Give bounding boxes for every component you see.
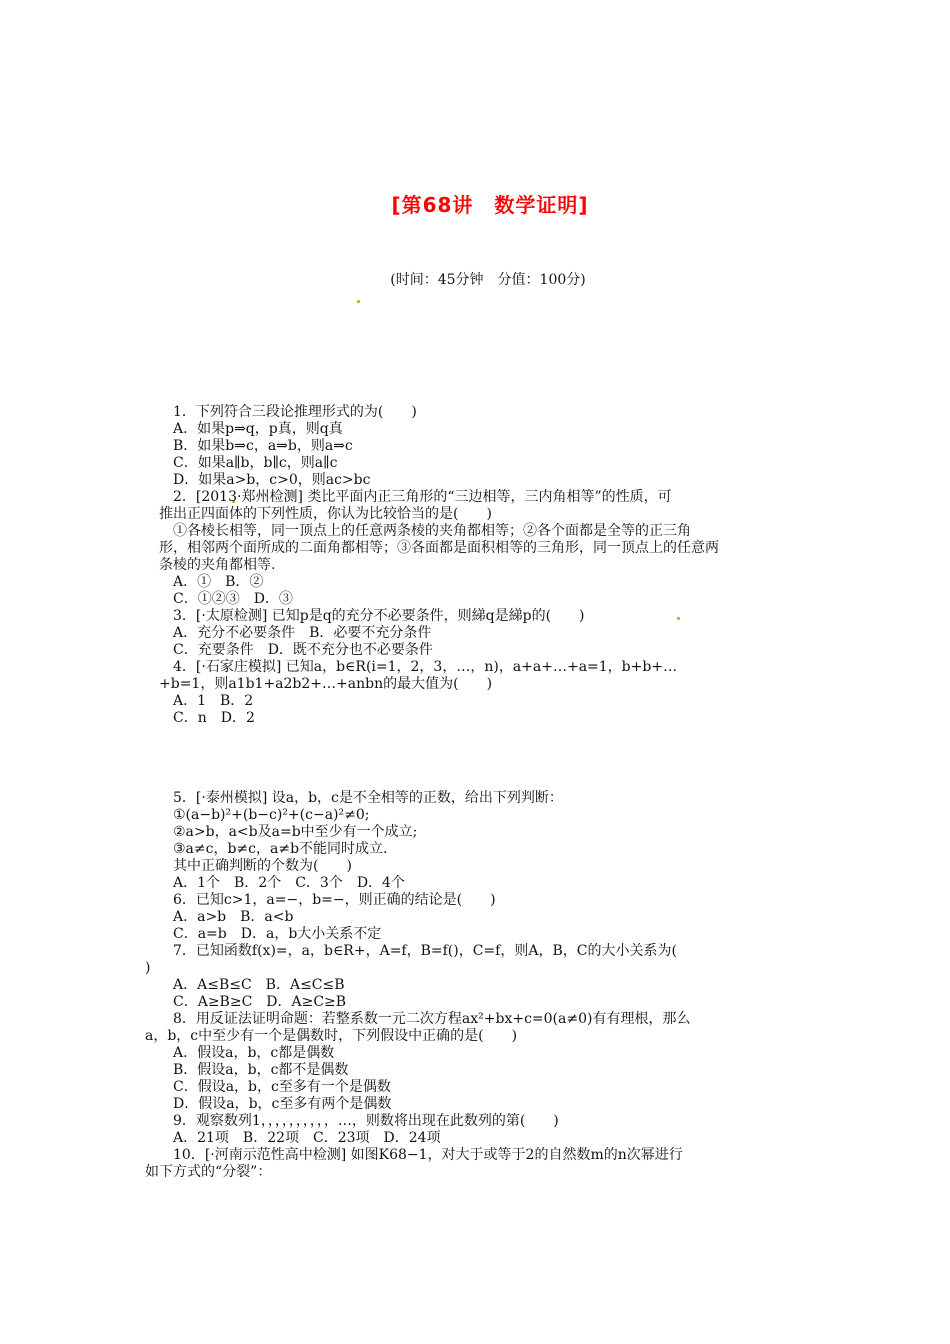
exam-meta: (时间：45分钟 分值：100分) [390,272,586,288]
statement-line: ③a≠c，b≠c，a≠b不能同时成立. [173,841,388,857]
page-title: [第68讲 数学证明] [391,193,589,217]
option-line: D．如果a>b，c>0，则ac>bc [173,472,371,488]
option-line: A．A≤B≤C B．A≤C≤B [173,977,345,993]
option-line: A．充分不必要条件 B．必要不充分条件 [173,625,432,641]
statement-line: ②a>b，a<b及a=b中至少有一个成立; [173,824,418,840]
option-line: A．21项 B．22项 C．23项 D．24项 [173,1130,441,1146]
question-line: 3．[·太原检测] 已知p是q的充分不必要条件，则綈q是綈p的( ) [173,608,585,624]
statement-line: 条棱的夹角都相等. [159,557,276,573]
option-line: A．假设a，b，c都是偶数 [173,1045,335,1061]
question-line: 7．已知函数f(x)=，a，b∈R+，A=f，B=f()，C=f，则A，B，C的大小关系为( [173,943,677,959]
question-line: a，b，c中至少有一个是偶数时，下列假设中正确的是( ) [145,1028,518,1044]
option-line: A．1个 B．2个 C．3个 D．4个 [173,875,405,891]
question-line: 2．[2013·郑州检测] 类比平面内正三角形的“三边相等，三内角相等”的性质，可 [173,489,672,505]
option-line: B．假设a，b，c都不是偶数 [173,1062,349,1078]
option-line: C．A≥B≥C D．A≥C≥B [173,994,347,1010]
option-line: C．充要条件 D．既不充分也不必要条件 [173,642,433,658]
question-line: 4．[·石家庄模拟] 已知a，b∈R(i=1，2，3，…，n)，a+a+…+a=1，b+b+… [173,659,678,675]
option-line: C．a=b D．a，b大小关系不定 [173,926,382,942]
question-block-2 [145,790,813,1181]
statement-line: ①(a−b)²+(b−c)²+(c−a)²≠0; [173,807,370,823]
decorative-dot [357,300,360,303]
question-line: 6．已知c>1，a=−，b=−，则正确的结论是( ) [173,892,496,908]
question-line: 9．观察数列1，，，，，，，，，，…，则数将出现在此数列的第( ) [173,1113,559,1129]
option-line: A．① B．② [173,574,264,590]
question-line: +b=1，则a1b1+a2b2+…+anbn的最大值为( ) [159,676,493,692]
question-block-1 [159,404,813,727]
option-line: A．a>b B．a<b [173,909,294,925]
option-line: C．①②③ D．③ [173,591,293,607]
question-line: 1．下列符合三段论推理形式的为( ) [173,404,417,420]
statement-line: 形，相邻两个面所成的二面角都相等；③各面都是面积相等的三角形，同一顶点上的任意两 [159,540,719,556]
question-line: 其中正确判断的个数为( ) [173,858,352,874]
question-line: 5．[·泰州模拟] 设a，b，c是不全相等的正数，给出下列判断： [173,790,563,806]
question-line: ) [145,960,151,976]
question-line: 8．用反证法证明命题：若整系数一元二次方程ax²+bx+c=0(a≠0)有有理根，那么 [173,1011,691,1027]
option-line: B．如果b⇒c，a⇒b，则a⇒c [173,438,353,454]
question-line: 如下方式的“分裂”： [145,1164,272,1180]
option-line: C．假设a，b，c至多有一个是偶数 [173,1079,391,1095]
option-line: A．如果p⇒q，p真，则q真 [173,421,343,437]
question-line: 10．[·河南示范性高中检测] 如图K68−1，对大于或等于2的自然数m的n次幂进行 [173,1147,683,1163]
option-line: A．1 B．2 [173,693,254,709]
question-line: 推出正四面体的下列性质，你认为比较恰当的是( ) [159,506,492,522]
option-line: C．n D．2 [173,710,255,726]
statement-line: ①各棱长相等，同一顶点上的任意两条棱的夹角都相等；②各个面都是全等的正三角 [173,523,691,539]
option-line: D．假设a，b，c至多有两个是偶数 [173,1096,392,1112]
option-line: C．如果a∥b，b∥c，则a∥c [173,455,338,471]
